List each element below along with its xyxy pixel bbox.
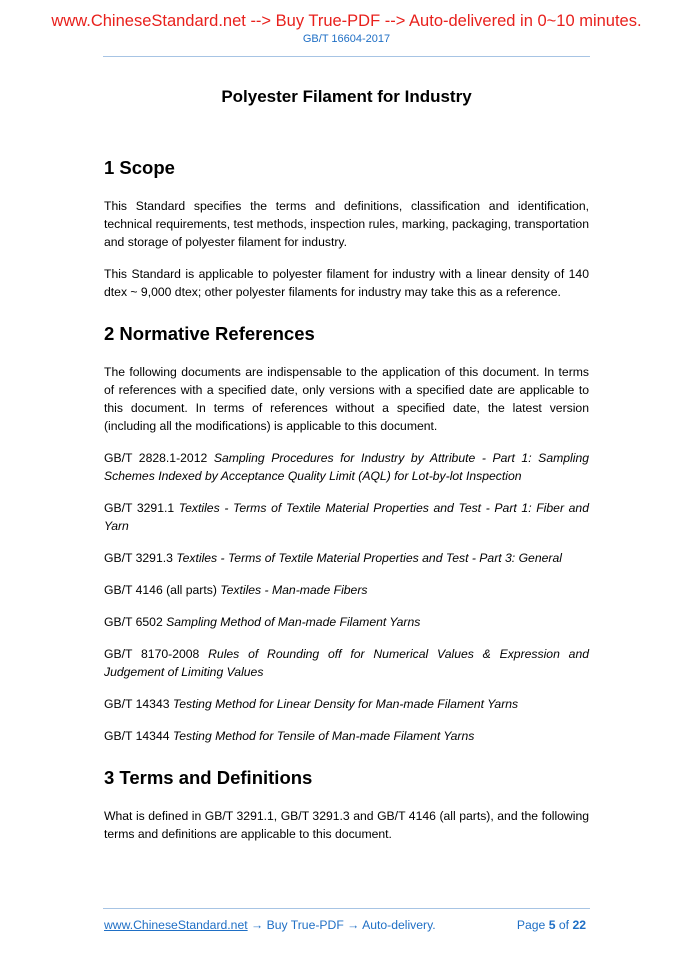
reference-item bbox=[104, 645, 589, 681]
standard-code: GB/T 16604-2017 bbox=[302, 33, 391, 45]
footer-link[interactable]: www.ChineseStandard.net bbox=[104, 918, 248, 932]
reference-title: Textiles - Man-made Fibers bbox=[220, 583, 368, 597]
page-label: Page bbox=[516, 918, 546, 932]
reference-item bbox=[104, 499, 589, 535]
reference-title: Textiles - Terms of Textile Material Properties and Test - Part 1: Fiber and Yarn bbox=[104, 501, 589, 533]
page-current: 5 bbox=[548, 918, 556, 932]
reference-item bbox=[104, 549, 589, 567]
page-of: of bbox=[558, 918, 570, 932]
reference-code: GB/T 3291.3 bbox=[104, 551, 177, 565]
section-heading-normative-references: 2 Normative References bbox=[104, 323, 315, 344]
reference-code: GB/T 2828.1-2012 bbox=[104, 451, 214, 465]
normative-intro: The following documents are indispensable to the application of this document. In terms of references with a specified date, only versions with a specified date are applicable to this document. In terms of references without a specified date, the latest version (including all the modifications) is applicable to this document. bbox=[104, 365, 589, 433]
header-banner[interactable]: www.ChineseStandard.net --> Buy True-PDF --> Auto-delivered in 0~10 minutes. bbox=[51, 12, 642, 30]
footer bbox=[104, 918, 590, 934]
reference-item bbox=[104, 581, 589, 599]
reference-item bbox=[104, 449, 589, 485]
reference-title: Sampling Procedures for Industry by Attribute - Part 1: Sampling Schemes Indexed by Acceptance Quality Limit (AQL) for Lot-by-lot Inspection bbox=[104, 451, 589, 483]
reference-code: GB/T 8170-2008 bbox=[104, 647, 209, 661]
reference-title: Rules of Rounding off for Numerical Values & Expression and Judgement of Limiting Values bbox=[104, 647, 589, 679]
page-total: 22 bbox=[572, 918, 586, 932]
section-heading-terms-definitions: 3 Terms and Definitions bbox=[104, 767, 313, 788]
reference-item bbox=[104, 727, 589, 745]
reference-code: GB/T 14344 bbox=[104, 729, 173, 743]
reference-code: GB/T 4146 (all parts) bbox=[104, 583, 221, 597]
scope-paragraph-1: This Standard specifies the terms and definitions, classification and identification, technical requirements, test methods, inspection rules, marking, packaging, transportation and storage of polyester filament for industry. bbox=[104, 199, 589, 249]
document-body bbox=[104, 155, 589, 843]
terms-paragraph-1: What is defined in GB/T 3291.1, GB/T 3291.3 and GB/T 4146 (all parts), and the following terms and definitions are applicable to this document. bbox=[104, 809, 589, 841]
reference-title: Testing Method for Linear Density for Man-made Filament Yarns bbox=[172, 697, 519, 711]
reference-title: Textiles - Terms of Textile Material Properties and Test - Part 3: General bbox=[176, 551, 562, 565]
header-divider bbox=[103, 56, 590, 57]
reference-title: Testing Method for Tensile of Man-made Filament Yarns bbox=[172, 729, 475, 743]
scope-paragraph-2: This Standard is applicable to polyester filament for industry with a linear density of 140 dtex ~ 9,000 dtex; other polyester filaments for industry may take this as a reference. bbox=[104, 267, 589, 299]
page-indicator bbox=[517, 918, 586, 932]
document-title: Polyester Filament for Industry bbox=[221, 87, 472, 106]
reference-code: GB/T 14343 bbox=[104, 697, 173, 711]
reference-code: GB/T 6502 bbox=[104, 615, 167, 629]
footer-divider bbox=[103, 908, 590, 909]
footer-text: → Buy True-PDF → Auto-delivery. bbox=[247, 918, 436, 932]
reference-code: GB/T 3291.1 bbox=[104, 501, 179, 515]
reference-item bbox=[104, 613, 589, 631]
reference-title: Sampling Method of Man-made Filament Yarns bbox=[166, 615, 421, 629]
reference-item bbox=[104, 695, 589, 713]
section-heading-scope: 1 Scope bbox=[104, 157, 175, 178]
